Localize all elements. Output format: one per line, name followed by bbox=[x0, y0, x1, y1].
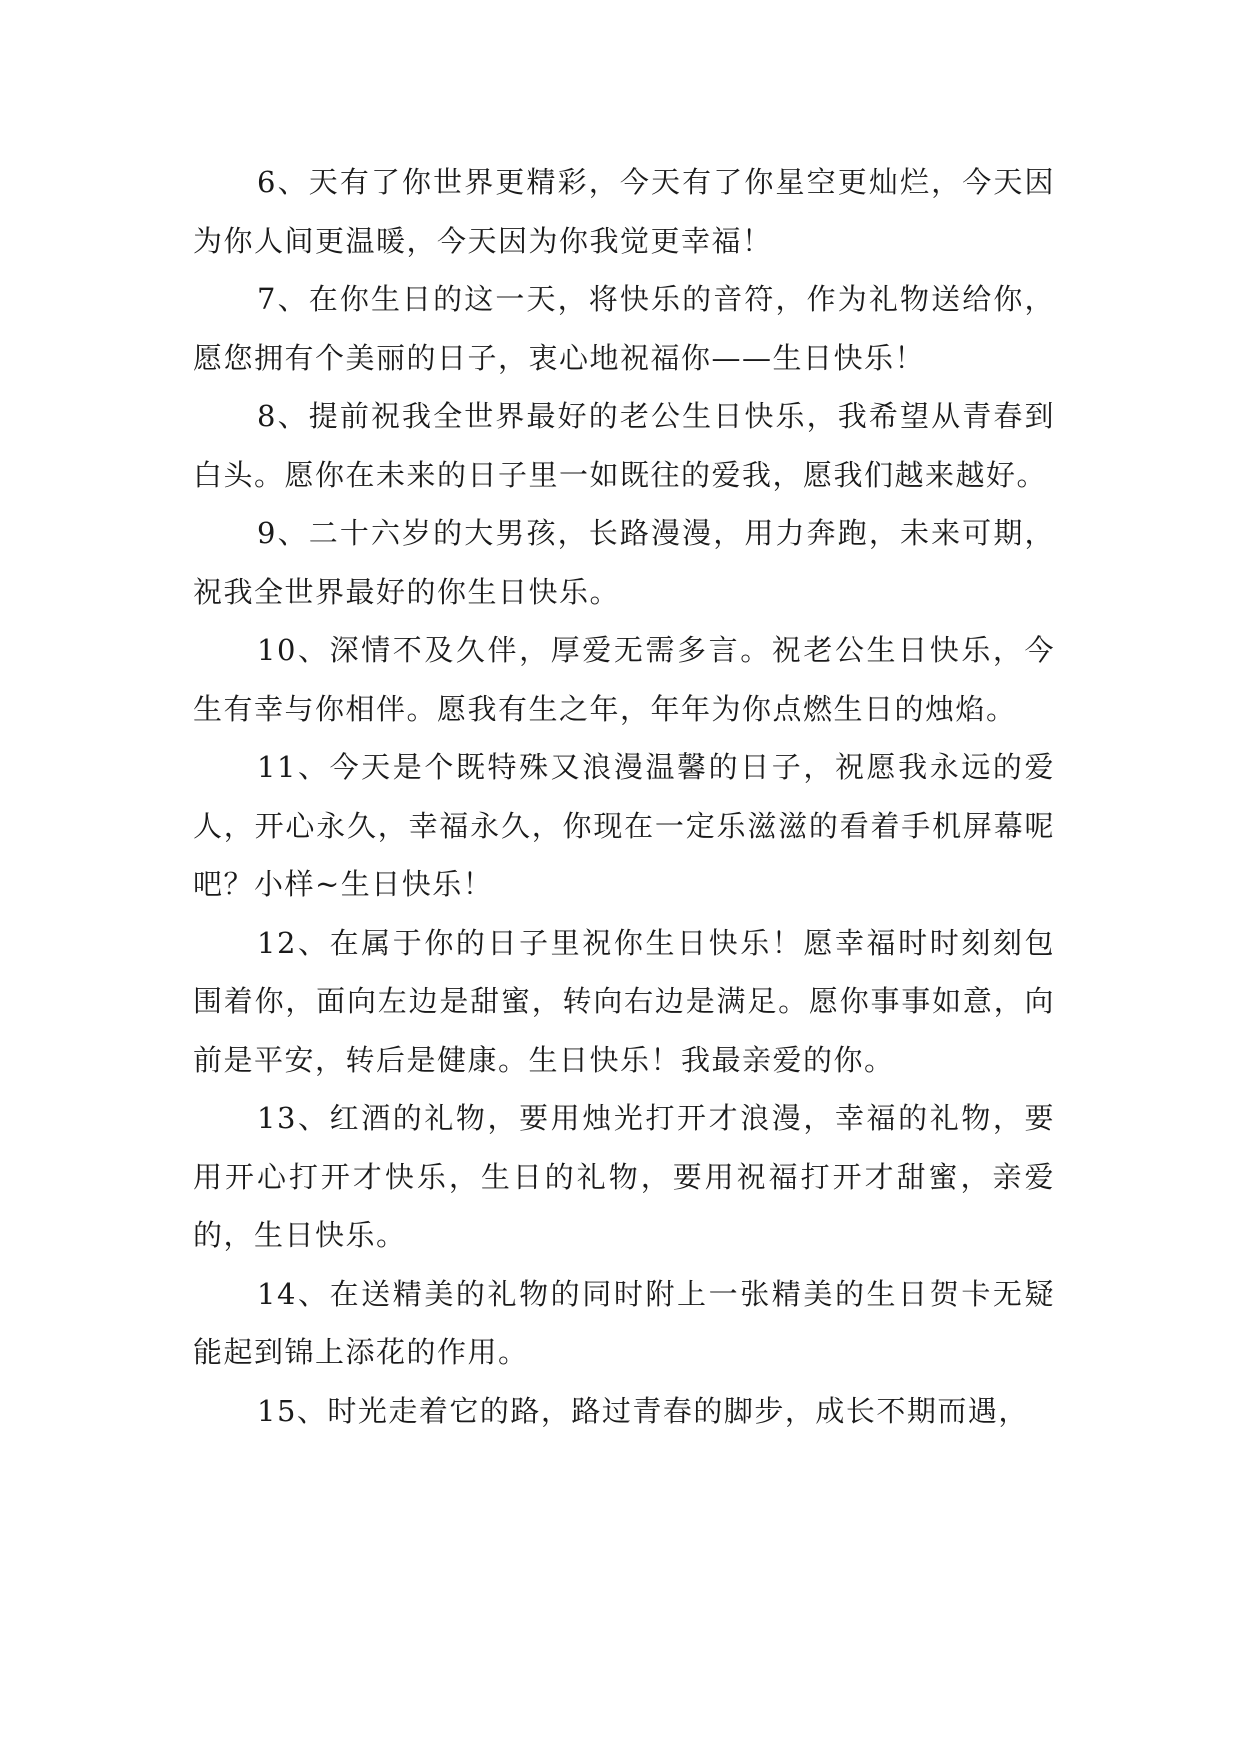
paragraph-9: 9、二十六岁的大男孩，长路漫漫，用力奔跑，未来可期，祝我全世界最好的你生日快乐。 bbox=[193, 516, 1055, 609]
paragraph-11: 11、今天是个既特殊又浪漫温馨的日子，祝愿我永远的爱人，开心永久，幸福永久，你现在一定乐滋滋的看着手机屏幕呢吧？小样~生日快乐！ bbox=[193, 750, 1055, 901]
document-body bbox=[193, 153, 1055, 1440]
paragraph-13: 13、红酒的礼物，要用烛光打开才浪漫，幸福的礼物，要用开心打开才快乐，生日的礼物，要用祝福打开才甜蜜，亲爱的，生日快乐。 bbox=[193, 1101, 1055, 1252]
paragraph-10: 10、深情不及久伴，厚爱无需多言。祝老公生日快乐，今生有幸与你相伴。愿我有生之年，年年为你点燃生日的烛焰。 bbox=[193, 633, 1055, 726]
paragraph-15: 15、时光走着它的路，路过青春的脚步，成长不期而遇， bbox=[257, 1393, 1029, 1428]
paragraph-7: 7、在你生日的这一天，将快乐的音符，作为礼物送给你，愿您拥有个美丽的日子，衷心地祝福你——生日快乐！ bbox=[193, 282, 1055, 375]
paragraph-8: 8、提前祝我全世界最好的老公生日快乐，我希望从青春到白头。愿你在未来的日子里一如既往的爱我，愿我们越来越好。 bbox=[193, 399, 1055, 492]
paragraph-14: 14、在送精美的礼物的同时附上一张精美的生日贺卡无疑能起到锦上添花的作用。 bbox=[193, 1276, 1055, 1369]
paragraph-12: 12、在属于你的日子里祝你生日快乐！愿幸福时时刻刻包围着你，面向左边是甜蜜，转向右边是满足。愿你事事如意，向前是平安，转后是健康。生日快乐！我最亲爱的你。 bbox=[193, 925, 1055, 1077]
paragraph-6: 6、天有了你世界更精彩，今天有了你星空更灿烂，今天因为你人间更温暖，今天因为你我觉更幸福！ bbox=[193, 165, 1055, 258]
